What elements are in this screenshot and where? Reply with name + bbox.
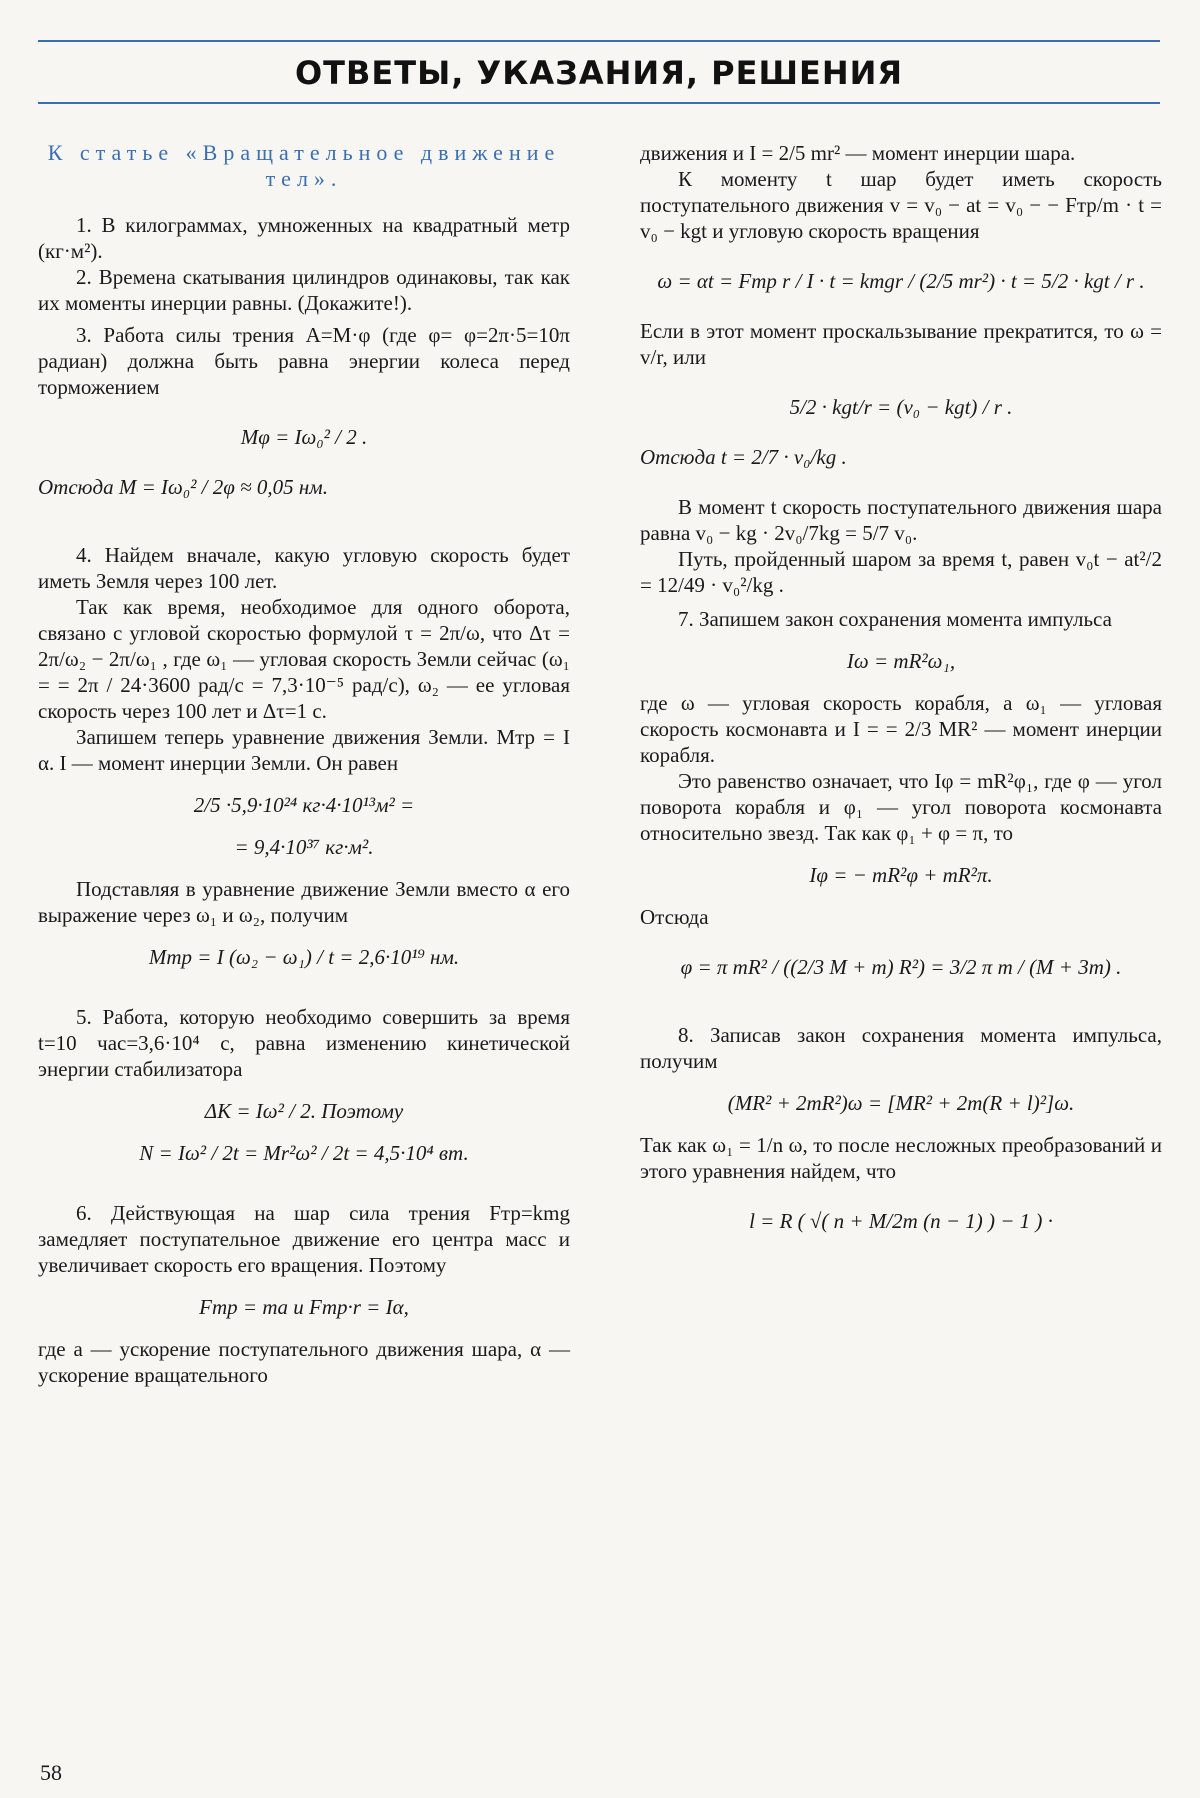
page-header: ОТВЕТЫ, УКАЗАНИЯ, РЕШЕНИЯ: [294, 54, 904, 92]
answer-7-hence: Отсюда: [640, 905, 709, 929]
answer-4-equation-intro: Запишем теперь уравнение движения Земли. Mтр = I α. I — момент инерции Земли. Он равен: [38, 725, 570, 775]
answer-8-transform: Так как ω₁ = 1/n ω, то после несложных преобразований и этого уравнения найдем, что: [640, 1133, 1162, 1183]
formula-6d: Отсюда t = 2/7 · v₀/kg .: [640, 445, 847, 469]
answer-2: 2. Времена скатывания цилиндров одинаковы, так как их моменты инерции равны. (Докажите!).: [38, 265, 570, 315]
answer-5: 5. Работа, которую необходимо совершить за время t=10 час=3,6·10⁴ с, равна изменению кинетической энергии стабилизатора: [38, 1005, 570, 1081]
answer-7-definitions: где ω — угловая скорость корабля, а ω₁ — угловая скорость космонавта и I = = 2/3 MR² — момент инерции корабля.: [640, 691, 1162, 767]
formula-4c: Mтр = I (ω₂ − ω₁) / t = 2,6·10¹⁹ нм.: [148, 945, 460, 969]
answer-7: 7. Запишем закон сохранения момента импульса: [678, 607, 1112, 631]
header-bottom-rule: [38, 102, 1160, 104]
formula-7c: φ = π mR² / ((2/3 M + m) R²) = 3/2 π m / (M + 3m) .: [680, 955, 1122, 979]
formula-7a: Iω = mR²ω₁,: [846, 649, 956, 673]
formula-3b: Отсюда M = Iω₀² / 2φ ≈ 0,05 нм.: [38, 475, 328, 499]
formula-8a: (MR² + 2mR²)ω = [MR² + 2m(R + l)²]ω.: [727, 1091, 1075, 1115]
header-top-rule: [38, 40, 1160, 42]
answer-1: 1. В килограммах, умноженных на квадратный метр (кг·м²).: [38, 213, 570, 263]
formula-8b: l = R ( √( n + M/2m (n − 1) ) − 1 ) ·: [749, 1209, 1053, 1233]
answer-6: 6. Действующая на шар сила трения Fтр=kmg замедляет поступательное движение его центра масс и увеличивает скорость его вращения. Поэтому: [38, 1201, 570, 1277]
section-title: К статье «Вращательное движение тел».: [47, 140, 561, 191]
answer-4-intro: 4. Найдем вначале, какую угловую скорость будет иметь Земля через 100 лет.: [38, 543, 570, 593]
answer-4-body: Так как время, необходимое для одного оборота, связано с угловой скоростью формулой τ = 2π/ω, что Δτ = 2π/ω₂ − 2π/ω₁ , где ω₁ — угловая скорость Земли сейчас (ω₁ = = 2π / 24·3600 рад/с = 7,3·10⁻⁵ рад/с), ω₂ — ее угловая скорость через 100 лет и Δτ=1 с.: [38, 595, 570, 723]
answer-3: 3. Работа силы трения A=M·φ (где φ= φ=2π·5=10π радиан) должна быть равна энергии колеса перед торможением: [38, 323, 570, 399]
answer-6-condition: Если в этот момент проскальзывание прекратится, то ω = v/r, или: [640, 319, 1162, 369]
answer-6-path: Путь, пройденный шаром за время t, равен v₀t − at²/2 = 12/49 · v₀²/kg .: [640, 547, 1162, 597]
answer-6-final-velocity: В момент t скорость поступательного движения шара равна v₀ − kg · 2v₀/7kg = 5/7 v₀.: [640, 495, 1162, 545]
answer-6-moment: движения и I = 2/5 mr² — момент инерции шара.: [640, 141, 1076, 165]
answer-8: 8. Записав закон сохранения момента импульса, получим: [640, 1023, 1162, 1073]
formula-5a: ΔK = Iω² / 2. Поэтому: [204, 1099, 404, 1123]
formula-6b: ω = αt = Fтр r / I · t = kmgr / (2/5 mr²) · t = 5/2 · kgt / r .: [657, 269, 1145, 293]
answer-4-substitution: Подставляя в уравнение движение Земли вместо α его выражение через ω₁ и ω₂, получим: [38, 877, 570, 927]
formula-4a: 2/5 ·5,9·10²⁴ кг·4·10¹³м² =: [193, 793, 415, 817]
formula-5b: N = Iω² / 2t = Mr²ω² / 2t = 4,5·10⁴ вт.: [139, 1141, 469, 1165]
formula-6a: Fтр = ma и Fтр·r = Iα,: [199, 1295, 409, 1319]
answer-7-meaning: Это равенство означает, что Iφ = mR²φ₁, где φ — угол поворота корабля и φ₁ — угол поворота космонавта относительно звезд. Так как φ₁ + φ = π, то: [640, 769, 1162, 845]
formula-3a: Mφ = Iω₀² / 2 .: [240, 425, 368, 449]
page-number: 58: [40, 1760, 62, 1785]
answer-6-velocity: К моменту t шар будет иметь скорость поступательного движения v = v₀ − at = v₀ − − Fтр/m · t = v₀ − kgt и угловую скорость вращения: [640, 167, 1162, 243]
answer-6-continued: где a — ускорение поступательного движения шара, α — ускорение вращательного: [38, 1337, 570, 1387]
formula-6c: 5/2 · kgt/r = (v₀ − kgt) / r .: [789, 395, 1013, 419]
left-column: [38, 140, 570, 1388]
right-column: [640, 140, 1162, 1258]
formula-4b: = 9,4·10³⁷ кг·м².: [234, 835, 374, 859]
formula-7b: Iφ = − mR²φ + mR²π.: [809, 863, 993, 887]
